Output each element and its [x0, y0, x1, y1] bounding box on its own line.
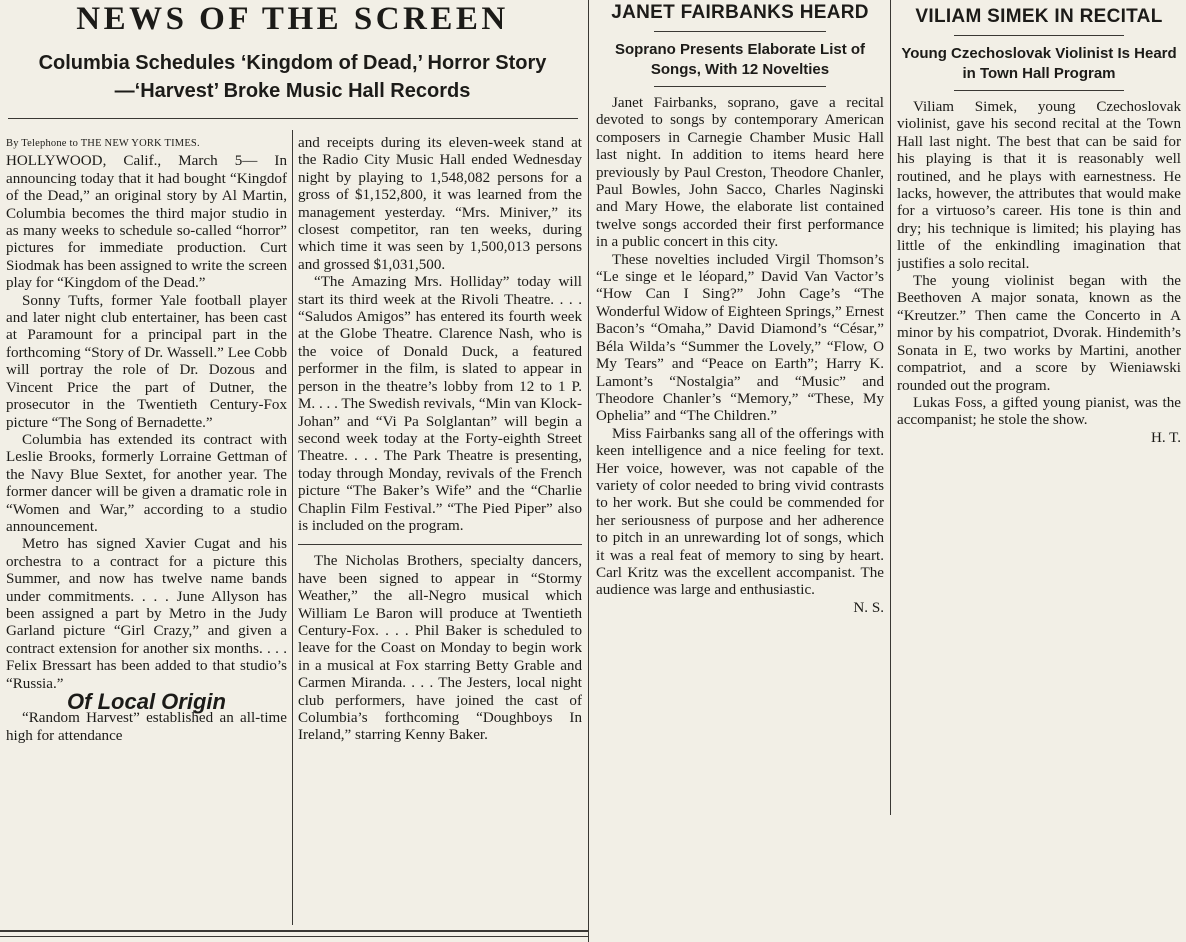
- article-paragraph: “The Amazing Mrs. Holliday” today will start its third week at the Rivoli Theatre. . . . “Saludos Amigos” has entered its fourth week at the Globe Theatre. Clarence Nash, who is the voice of Donald Duck, a featured performer in the film, is slated to appear in person in the theatre’s lobby from 12 to 1 P. M. . . . The Swedish revivals, “Min van Klock-Johan” and “Vi Pa Solglantan” will begin a second week today at the Forty-eighth Street Theatre. . . . The Park Theatre is presenting, today through Monday, revivals of the French picture “The Baker’s Wife” and the “Charlie Chaplin Film Festival.” “The Pied Piper” also is included on the program.: [298, 274, 582, 534]
- article-paragraph: Metro has signed Xavier Cugat and his orchestra to a contract for a picture this Summer, and now has twelve name bands under commitments. . . . June Allyson has been assigned a part by Metro in the Judy Garland picture “Girl Crazy,” and given a contract extension for another six months. . . . Felix Bressart has been added to that studio’s “Russia.”: [6, 536, 287, 692]
- article-paragraph: “Random Harvest” established an all-time high for attendance: [6, 710, 287, 744]
- author-initials: N. S.: [853, 599, 884, 616]
- article-paragraph: Lukas Foss, a gifted young pianist, was the accompanist; he stole the show.: [897, 394, 1181, 429]
- article-paragraph: and receipts during its eleven-week stand at the Radio City Music Hall ended Wednesday night by playing to 1,548,082 persons for a gross of $1,152,800, it was learned from the management yesterday. “Mrs. Miniver,” its closest competitor, ran ten weeks, during which time it was seen by 1,500,013 persons and grossed $1,031,500.: [298, 135, 582, 273]
- bottom-rule: [0, 936, 588, 937]
- article-paragraph: Janet Fairbanks, soprano, gave a recital devoted to songs by contemporary American composers in Carnegie Chamber Music Hall last night. In addition to items heard here previously by Paul Creston, Theodore Chanler, Paul Bowles, John Sacco, Charles Naginski and Mary Howe, the elaborate list contained twelve songs accorded their first performance in a public concert in this city.: [596, 95, 884, 251]
- byline: By Telephone to THE NEW YORK TIMES.: [6, 138, 200, 149]
- main-headline: NEWS OF THE SCREEN: [76, 1, 509, 37]
- column-divider: [890, 0, 891, 815]
- subhead-line-2: —‘Harvest’ Broke Music Hall Records: [114, 80, 471, 102]
- fairbanks-headline: JANET FAIRBANKS HEARD: [611, 2, 869, 23]
- subhead-line-1: Columbia Schedules ‘Kingdom of Dead,’ Horror Story: [38, 52, 547, 74]
- article-paragraph: The young violinist began with the Beethoven A major sonata, known as the “Kreutzer.” Then came the Concerto in A minor by his compatriot, Dvorak. Hindemith’s Sonata in E, two works by Martini, another compatriot, and a score by Wieniawski rounded out the program.: [897, 273, 1181, 394]
- column-1: [6, 135, 287, 925]
- article-paragraph: Miss Fairbanks sang all of the offerings with keen intelligence and a nice feeling for text. Her voice, however, was not capable of the variety of color needed to bring vivid contrasts to her work. But she could be commended for her seriousness of purpose and her adherence to pitch in an unrewarding lot of songs, which it was a real feat of memory to sing by heart. Carl Kritz was the excellent accompanist. The audience was large and enthusiastic.: [596, 425, 884, 599]
- deck-rule: [954, 90, 1124, 91]
- column-divider: [292, 130, 293, 925]
- article-paragraph: The Nicholas Brothers, specialty dancers, have been signed to appear in “Stormy Weather,” the all-Negro musical which William Le Baron will produce at Twentieth Century-Fox. . . . Phil Baker is scheduled to leave for the Coast on Monday to begin work in a musical at Fox starring Betty Grable and Carmen Miranda. . . . The Jesters, local night club performers, have joined the cast of Columbia’s forthcoming “Doughboys In Ireland,” starring Kenny Baker.: [298, 553, 582, 744]
- column-1-body: [6, 135, 287, 745]
- simek-headline: VILIAM SIMEK IN RECITAL: [915, 6, 1163, 27]
- column-4: [897, 0, 1181, 560]
- simek-deck: Young Czechoslovak Violinist Is Heard in Town Hall Program: [901, 45, 1177, 82]
- local-origin-subhead: Of Local Origin: [67, 689, 226, 714]
- headline-rule: [954, 35, 1124, 36]
- column-3: [596, 0, 884, 800]
- column-2: [298, 135, 582, 925]
- headline-rule: [8, 118, 578, 119]
- headline-rule: [654, 31, 827, 32]
- article-paragraph: Sonny Tufts, former Yale football player and later night club entertainer, has been cast at Paramount for a principal part in the forthcoming “Story of Dr. Wassell.” Lee Cobb will portray the role of Dr. Dozous and Vincent Price the part of Dutner, the prosecutor in the Twentieth Century-Fox picture “The Song of Bernadette.”: [6, 292, 287, 431]
- article-paragraph: Viliam Simek, young Czechoslovak violinist, gave his second recital at the Town Hall last night. The best that can be said for his playing is that it is reasonably well routined, and he plays with earnestness. He lacks, however, the attributes that would make for a virtuoso’s career. His tone is thin and dry; his technique is limited; his playing has little of the enkindling imagination that justifies a solo recital.: [897, 99, 1181, 272]
- column-4-body: [897, 99, 1181, 447]
- article-paragraph: HOLLYWOOD, Calif., March 5— In announcing today that it had bought “Kingdof of the Dead,” an original story by Al Martin, Columbia becomes the third major studio in as many weeks to schedule so-called “horror” pictures for immediate production. Curt Siodmak has been assigned to write the screen play for “Kingdom of the Dead.”: [6, 153, 287, 292]
- fairbanks-deck: Soprano Presents Elaborate List of Songs, With 12 Novelties: [614, 41, 866, 78]
- article-paragraph: These novelties included Virgil Thomson’s “Le singe et le léopard,” David Van Vactor’s “How Can I Sing?” John Cage’s “The Wonderful Widow of Eighteen Springs,” Ernest Bacon’s “Omaha,” David Diamond’s “César,” Béla Wilda’s “Summer the Lovely,” “Flow, O My Tears” and “Peace on Earth”; Harry K. Lamont’s “Nostalgia” and “Music” and Theodore Chanler’s “Memory,” “These, My Ophelia” and “The Children.”: [596, 251, 884, 425]
- main-subhead: [0, 49, 585, 105]
- column-2-body: [298, 135, 582, 745]
- deck-rule: [654, 86, 827, 87]
- column-divider: [588, 0, 589, 942]
- section-rule: [298, 544, 582, 545]
- article-paragraph: Columbia has extended its contract with Leslie Brooks, formerly Lorraine Gettman of the Navy Blue Sextet, for another year. The former dancer will be given a dramatic role in “Women and War,” according to a studio announcement.: [6, 431, 287, 535]
- author-initials: H. T.: [1150, 429, 1181, 446]
- column-3-body: [596, 95, 884, 617]
- bottom-rule: [0, 930, 588, 932]
